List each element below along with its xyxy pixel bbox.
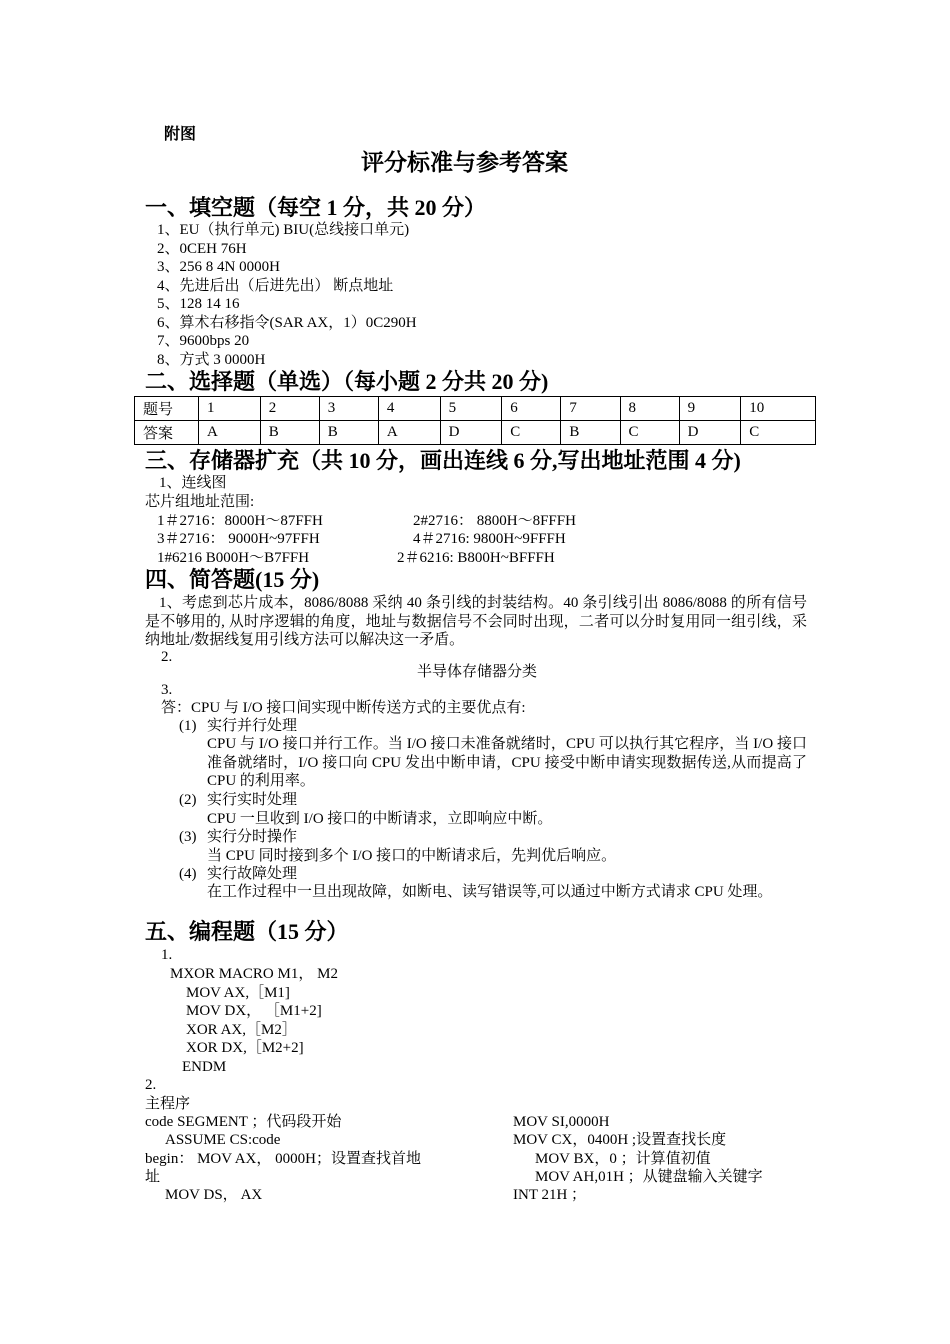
fill-item-4: 4、先进后出（后进先出） 断点地址 (157, 278, 394, 294)
code-line: ENDM (182, 1059, 227, 1075)
code-line: MOV CX，0400H ;设置查找长度 (513, 1132, 727, 1148)
point-number: (2) (179, 792, 197, 808)
table-cell: A (378, 421, 440, 445)
code-line: MOV DS， AX (165, 1187, 263, 1203)
code-line: ASSUME CS:code (165, 1132, 281, 1148)
answer-number-2: 2. (161, 649, 173, 665)
table-cell: C (502, 421, 561, 445)
fill-item-5: 5、128 14 16 (157, 296, 240, 312)
table-cell: 7 (561, 397, 620, 421)
point-detail: CPU 一旦收到 I/O 接口的中断请求，立即响应中断。 (207, 811, 553, 827)
table-row (135, 421, 816, 445)
section-4-heading: 四、简答题(15 分) (145, 567, 320, 592)
section-2-heading: 二、选择题（单选）（每小题 2 分共 20 分) (145, 369, 549, 394)
fill-item-3: 3、256 8 4N 0000H (157, 259, 280, 275)
section-3-heading: 三、存储器扩充（共 10 分，画出连线 6 分,写出地址范围 4 分) (145, 448, 741, 473)
table-cell: 答案 (135, 421, 199, 445)
code-line: MOV BX，0 ；计算值初值 (535, 1151, 711, 1167)
point-number: (1) (179, 718, 197, 734)
code-line: MOV AX,［M1] (186, 985, 290, 1001)
table-cell: 题号 (135, 397, 199, 421)
table-cell: 10 (741, 397, 816, 421)
wiring-diagram-label: 1、连线图 (159, 475, 227, 491)
code-line: MOV AH,01H ；从键盘输入关键字 (535, 1169, 763, 1185)
table-cell: 2 (260, 397, 319, 421)
section-5-heading: 五、编程题（15 分） (145, 919, 349, 944)
program-number-2: 2. (145, 1077, 157, 1093)
table-cell: D (440, 421, 502, 445)
code-line: 址 (145, 1169, 161, 1185)
address-range-label: 芯片组地址范围: (145, 494, 255, 510)
table-cell: A (199, 421, 261, 445)
answer-table (134, 396, 816, 445)
point-detail: 在工作过程中一旦出现故障，如断电、读写错误等,可以通过中断方式请求 CPU 处理。 (207, 884, 773, 900)
code-line: XOR AX,［M2］ (186, 1022, 297, 1038)
point-number: (3) (179, 829, 197, 845)
address-range-item: 2#2716： 8800H～8FFFH (413, 513, 576, 529)
code-line: code SEGMENT ；代码段开始 (145, 1114, 342, 1130)
main-program-label: 主程序 (145, 1096, 191, 1112)
fill-item-2: 2、0CEH 76H (157, 241, 247, 257)
point-title: 实行实时处理 (207, 792, 298, 808)
table-cell: C (741, 421, 816, 445)
code-line: MOV DX， ［M1+2] (186, 1003, 322, 1019)
program-number-1: 1. (161, 947, 173, 963)
table-cell: 8 (620, 397, 679, 421)
fill-item-6: 6、算术右移指令(SAR AX，1）0C290H (157, 315, 417, 331)
code-line: begin： MOV AX， 0000H；设置查找首地 (145, 1151, 421, 1167)
table-cell: C (620, 421, 679, 445)
table-cell: 4 (378, 397, 440, 421)
table-cell: 3 (319, 397, 378, 421)
figure-caption: 半导体存储器分类 (417, 664, 538, 680)
point-detail: CPU 与 I/O 接口并行工作。当 I/O 接口未准备就绪时，CPU 可以执行其它程序，当 I/O 接口准备就绪时，I/O 接口向 CPU 发出中断申请，CPU 接受中断申请实现数据传送,从而提高了 CPU 的利用率。 (207, 736, 807, 789)
code-line: XOR DX,［M2+2] (186, 1040, 304, 1056)
answer-intro: 答：CPU 与 I/O 接口间实现中断传送方式的主要优点有: (161, 700, 526, 716)
answer-number-3: 3. (161, 682, 173, 698)
answer-paragraph-1: 1、考虑到芯片成本，8086/8088 采纳 40 条引线的封装结构。40 条引线引出 8086/8088 的所有信号是不够用的, 从时序逻辑的角度，地址与数据信号不会同时出现，二者可以分时复用同一组引线，采纳地址/数据线复用引线方法可以解决这一矛盾。 (145, 595, 807, 648)
point-number: (4) (179, 866, 197, 882)
table-cell: 1 (199, 397, 261, 421)
table-cell: B (561, 421, 620, 445)
point-title: 实行分时操作 (207, 829, 298, 845)
address-range-item: 4＃2716: 9800H~9FFFH (413, 531, 566, 547)
table-cell: 5 (440, 397, 502, 421)
table-row (135, 397, 816, 421)
code-line: MXOR MACRO M1， M2 (170, 966, 338, 982)
appendix-label: 附图 (164, 126, 197, 143)
point-detail: 当 CPU 同时接到多个 I/O 接口的中断请求后，先判优后响应。 (207, 848, 617, 864)
table-cell: B (319, 421, 378, 445)
fill-item-8: 8、方式 3 0000H (157, 352, 266, 368)
fill-item-7: 7、9600bps 20 (157, 333, 250, 349)
address-range-item: 3＃2716： 9000H~97FFH (157, 531, 320, 547)
point-title: 实行并行处理 (207, 718, 298, 734)
code-line: MOV SI,0000H (513, 1114, 610, 1130)
table-cell: D (679, 421, 741, 445)
section-1-heading: 一、填空题（每空 1 分，共 20 分） (145, 195, 487, 220)
address-range-item: 1#6216 B000H～B7FFH (157, 550, 310, 566)
table-cell: B (260, 421, 319, 445)
table-cell: 6 (502, 397, 561, 421)
address-range-item: 2＃6216: B800H~BFFFH (397, 550, 555, 566)
page-title: 评分标准与参考答案 (361, 150, 568, 175)
table-cell: 9 (679, 397, 741, 421)
code-line: INT 21H ； (513, 1187, 587, 1203)
address-range-item: 1＃2716：8000H～87FFH (157, 513, 323, 529)
point-title: 实行故障处理 (207, 866, 298, 882)
fill-item-1: 1、EU（执行单元) BIU(总线接口单元) (157, 222, 410, 238)
